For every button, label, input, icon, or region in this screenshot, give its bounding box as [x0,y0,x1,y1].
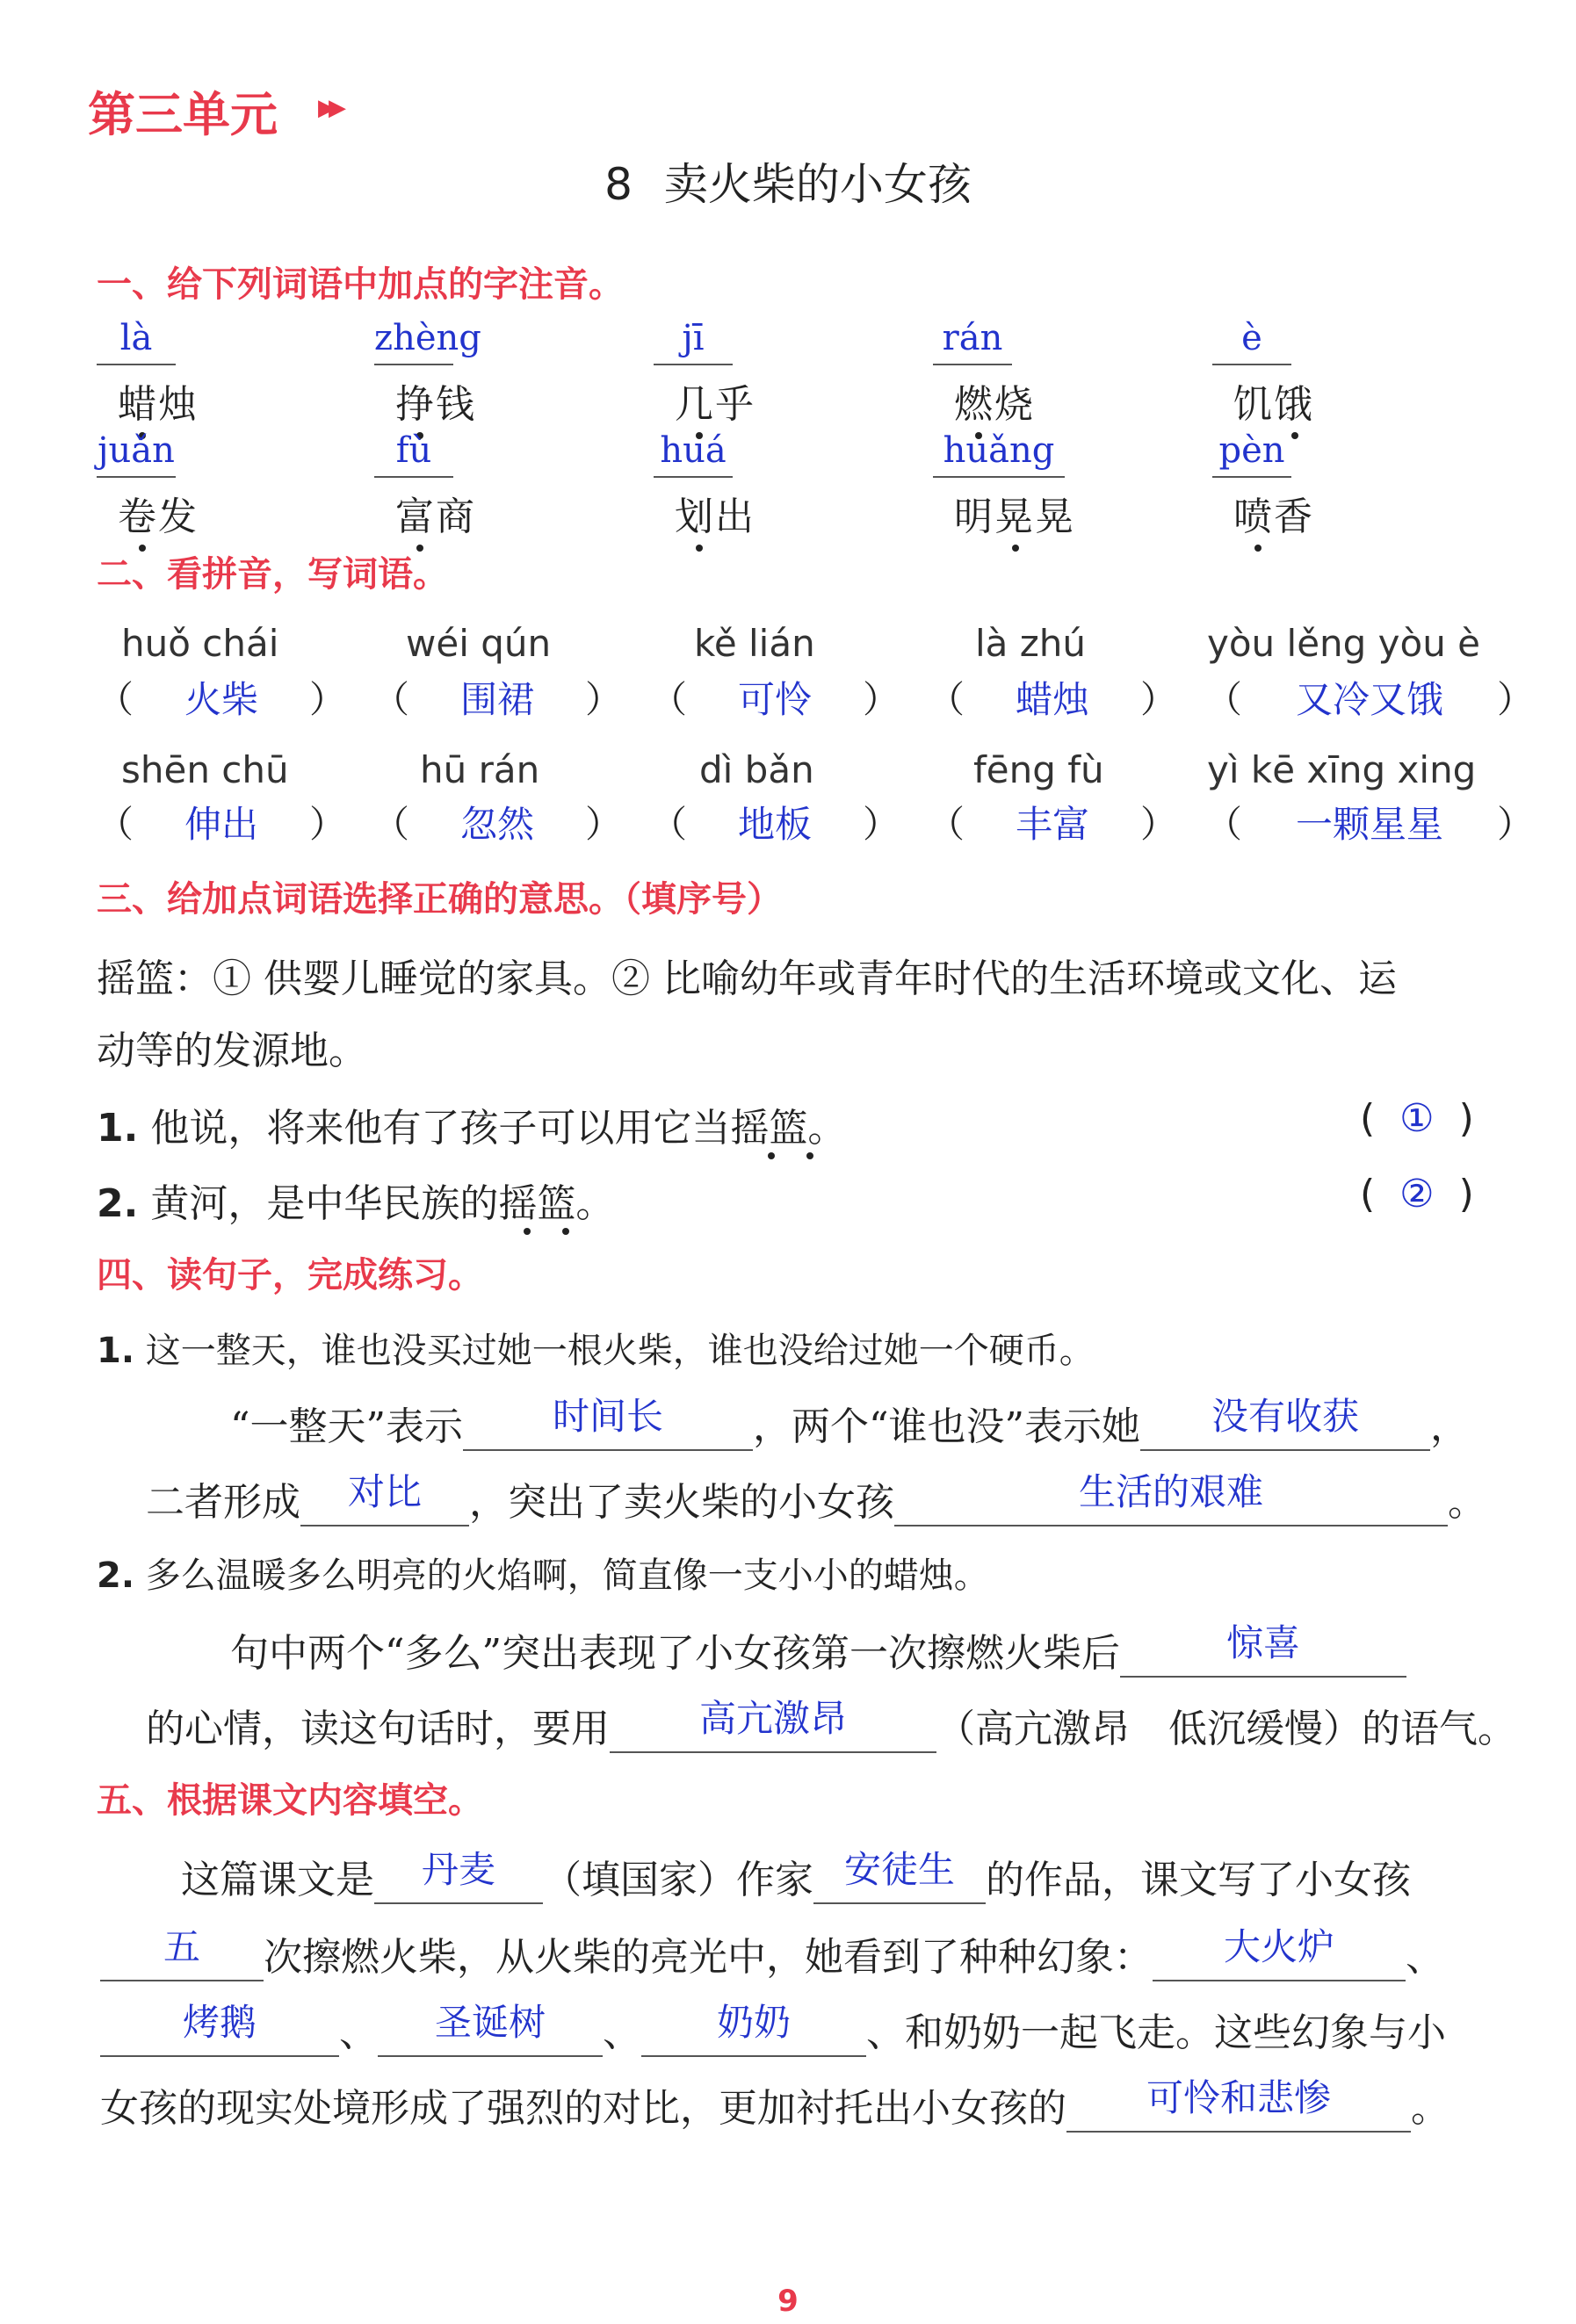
word: 饥饿 [1233,382,1314,427]
fill-blank [300,1470,469,1526]
fill-text: 、 [339,2010,378,2055]
word-answer: 伸出 [184,803,259,846]
fill-answer: 惊喜 [1225,1621,1300,1664]
pinyin-answer: huá [654,430,733,478]
fill-text: （高亢激昂 低沉缓慢）的语气。 [936,1707,1516,1751]
fill-answer: 大火炉 [1223,1925,1334,1968]
pinyin-answer: jī [654,318,733,365]
fill-text: 、 [603,2010,641,2055]
word-answer: 又冷又饿 [1296,678,1444,721]
word-answer: 地板 [738,803,813,846]
sentence-text: 多么温暖多么明亮的火焰啊，简直像一支小小的蜡烛。 [145,1555,989,1596]
sentence-1 [97,1323,1095,1373]
fill-answer: 奶奶 [716,2001,791,2044]
fill-answer: 可怜和悲惨 [1146,2076,1331,2119]
answer-slot: ( ① ) [1360,1096,1474,1141]
fill-blank [813,1848,986,1904]
pinyin-prompt: wéi qún [406,622,552,665]
pinyin-prompt: shēn chū [121,748,289,791]
fill-text: ， [1430,1404,1469,1449]
question-number: 1. [97,1106,139,1151]
fill-text: 女孩的现实处境形成了强烈的对比，更加衬托出小女孩的 [100,2086,1066,2131]
fill-answer: 圣诞树 [434,2001,546,2044]
answer-paren: （ 又冷又饿 ） [1205,671,1534,724]
pinyin-answer: pèn [1212,430,1291,478]
fill-answer: 高亢激昂 [698,1697,847,1740]
lesson-title [0,149,1576,213]
fill-line [100,2001,1446,2057]
fill-text: 二者形成 [146,1480,300,1525]
word-answer: 可怜 [738,678,813,721]
section2-heading: 二、看拼音，写词语。 [97,554,448,595]
emphasis-dot [1291,432,1298,439]
section3-heading: 三、给加点词语选择正确的意思。（填序号） [97,879,782,920]
fill-blank [1120,1621,1406,1678]
pinyin-prompt: yòu lěng yòu è [1207,622,1481,665]
question-1 [97,1096,846,1152]
fill-line [146,1697,1516,1753]
emphasis-dot [768,1152,775,1159]
fill-text: 次擦燃火柴，从火柴的亮光中，她看到了种种幻象： [264,1935,1153,1980]
fill-answer: 安徒生 [843,1848,955,1891]
pinyin-answer: là [97,318,176,365]
lesson-name: 卖火柴的小女孩 [663,159,972,210]
question-2 [97,1172,614,1228]
answer-paren: （ 忽然 ） [372,796,622,848]
pinyin-prompt: là zhú [975,622,1087,665]
word-answer: 忽然 [460,803,535,846]
emphasis-dot [562,1228,569,1235]
fill-blank [641,2001,866,2057]
word: 明晃晃 [954,494,1075,539]
pinyin-prompt: kě lián [694,622,815,665]
fill-line [230,1621,1406,1678]
word: 燃烧 [954,382,1035,427]
pinyin-prompt: yì kē xīng xing [1207,748,1477,791]
fill-blank [894,1470,1448,1526]
emphasis-dot [1254,545,1262,552]
lesson-number: 8 [604,159,633,210]
pinyin-answer: huǎng [933,430,1065,478]
answer-paren: （ 伸出 ） [97,796,346,848]
answer-paren: （ 火柴 ） [97,671,346,724]
word: 几乎 [675,382,755,427]
fill-answer: 对比 [347,1470,422,1513]
emphasis-dot [1012,545,1019,552]
fill-text: 。 [1448,1480,1486,1525]
fill-line [230,1395,1469,1451]
word: 蜡烛 [118,382,199,427]
pinyin-answer: è [1212,318,1291,365]
fill-text: （填国家）作家 [543,1858,813,1902]
fill-text: 、和奶奶一起飞走。这些幻象与小 [866,2010,1446,2055]
fill-text: 、 [1406,1935,1444,1980]
definition-line: 摇篮：① 供婴儿睡觉的家具。② 比喻幼年或青年时代的生活环境或文化、运 [97,956,1397,1001]
pinyin-answer: zhèng [374,318,453,365]
fill-blank [374,1848,543,1904]
emphasis-dot [524,1228,531,1235]
fill-answer: 没有收获 [1211,1395,1359,1438]
choice-answer: ① [1399,1096,1435,1141]
fill-line [100,2076,1449,2133]
question-number: 1. [97,1331,135,1371]
fill-line [146,1470,1486,1526]
word: 挣钱 [395,382,476,427]
question-text: 黄河，是中华民族的摇篮。 [150,1181,615,1226]
unit-arrow-icon: ▶▶ [318,95,339,121]
word-answer: 围裙 [460,678,535,721]
choice-answer: ② [1399,1172,1435,1216]
answer-paren: （ 围裙 ） [372,671,622,724]
word-answer: 蜡烛 [1016,678,1090,721]
fill-text: 这篇课文是 [181,1858,374,1902]
word: 喷香 [1233,494,1314,539]
fill-answer: 烤鹅 [182,2001,257,2044]
section4-heading: 四、读句子，完成练习。 [97,1255,483,1296]
fill-blank [378,2001,603,2057]
definition-line: 动等的发源地。 [97,1028,367,1073]
fill-text: 的作品，课文写了小女孩 [986,1858,1411,1902]
fill-answer: 五 [163,1925,200,1968]
answer-paren: （ 丰富 ） [928,796,1177,848]
fill-answer: 生活的艰难 [1078,1470,1263,1513]
emphasis-dot [806,1152,813,1159]
word: 卷发 [118,494,199,539]
pinyin-answer: juǎn [97,430,176,478]
word-answer: 火柴 [184,678,259,721]
fill-blank [610,1697,936,1753]
emphasis-dot [696,545,703,552]
fill-blank [100,2001,339,2057]
page-number: 9 [777,2284,799,2319]
word: 划出 [675,494,755,539]
fill-blank [1140,1395,1430,1451]
pinyin-answer: fù [374,430,453,478]
word: 富商 [395,494,476,539]
pinyin-answer: rán [933,318,1012,365]
question-number: 2. [97,1555,135,1596]
answer-slot: ( ② ) [1360,1172,1474,1216]
fill-blank [1066,2076,1411,2133]
fill-text: 的心情，读这句话时，要用 [146,1707,610,1751]
fill-blank [463,1395,753,1451]
pinyin-prompt: dì bǎn [699,748,814,791]
pinyin-prompt: hū rán [420,748,540,791]
pinyin-prompt: huǒ chái [121,622,279,665]
fill-text: ，突出了卖火柴的小女孩 [469,1480,894,1525]
answer-paren: （ 一颗星星 ） [1205,796,1534,848]
fill-text: 。 [1411,2086,1449,2131]
answer-paren: （ 地板 ） [650,796,900,848]
word-answer: 丰富 [1016,803,1090,846]
fill-text: “一整天”表示 [230,1404,463,1449]
section5-heading: 五、根据课文内容填空。 [97,1780,483,1821]
word-answer: 一颗星星 [1296,803,1444,846]
fill-text: ，两个“谁也没”表示她 [753,1404,1140,1449]
fill-answer: 丹麦 [421,1848,495,1891]
sentence-2 [97,1548,989,1598]
fill-line [181,1848,1411,1904]
pinyin-prompt: fēng fù [973,748,1104,791]
answer-paren: （ 可怜 ） [650,671,900,724]
fill-blank [100,1925,264,1981]
question-text: 他说，将来他有了孩子可以用它当摇篮。 [150,1106,847,1151]
unit-title: 第三单元 [88,87,278,142]
fill-text: 句中两个“多么”突出表现了小女孩第一次擦燃火柴后 [230,1631,1120,1676]
answer-paren: （ 蜡烛 ） [928,671,1177,724]
fill-line [100,1925,1444,1981]
fill-answer: 时间长 [552,1395,663,1438]
question-number: 2. [97,1181,139,1226]
section1-heading: 一、给下列词语中加点的字注音。 [97,264,624,305]
fill-blank [1153,1925,1406,1981]
sentence-text: 这一整天，谁也没买过她一根火柴，谁也没给过她一个硬币。 [145,1331,1095,1371]
